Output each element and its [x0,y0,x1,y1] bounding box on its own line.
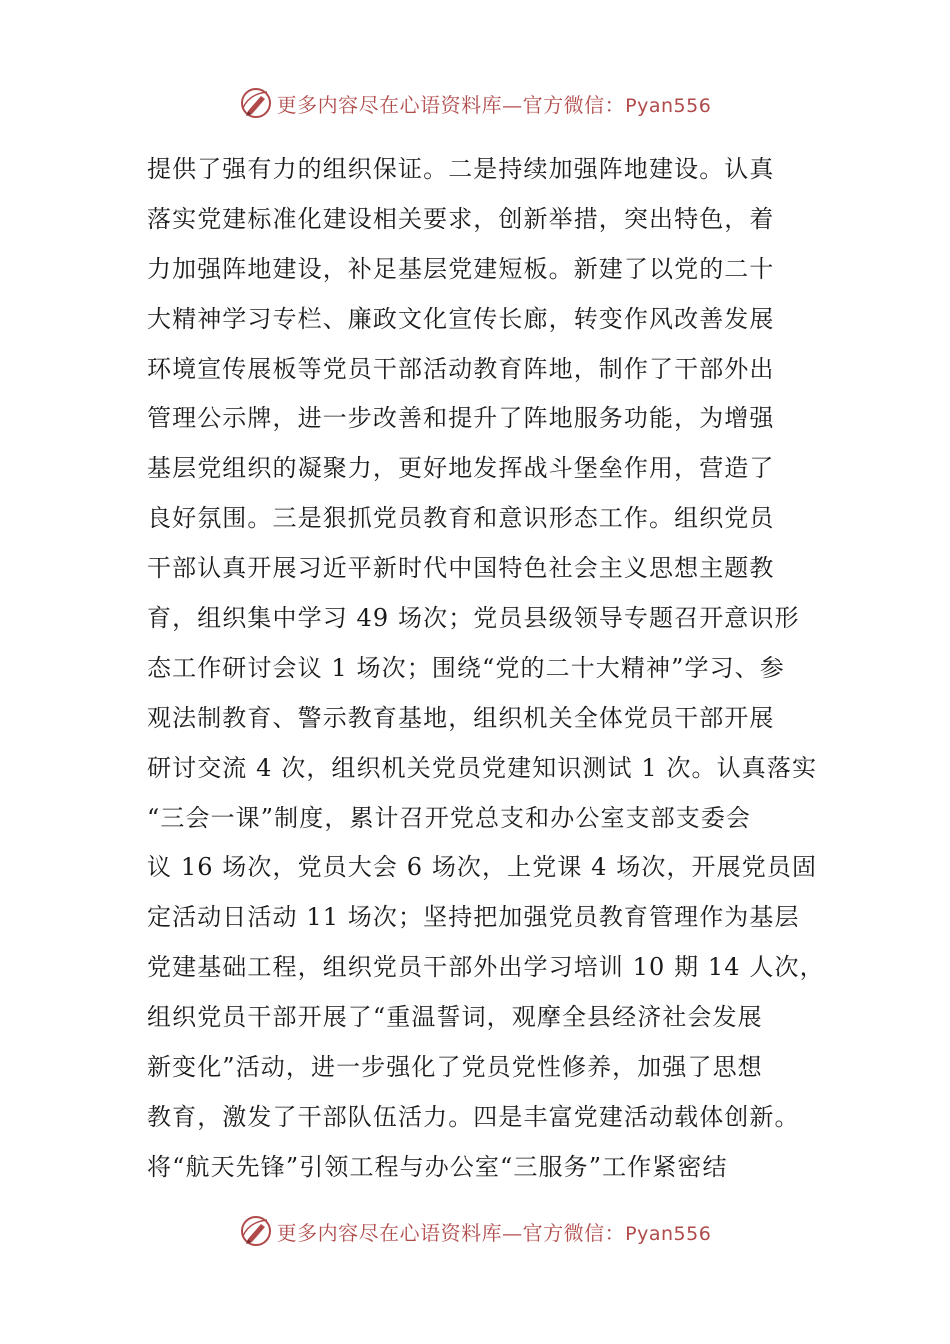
footer-text [277,1217,712,1246]
text-line: “三会一课”制度，累计召开党总支和办公室支部支委会 [147,803,752,832]
text-line: 定活动日活动 11 场次；坚持把加强党员教育管理作为基层 [147,903,800,932]
header-message: 更多内容尽在心语资料库—官方微信： [276,92,626,117]
text-line: 观法制教育、警示教育基地，组织机关全体党员干部开展 [147,703,775,732]
header-wechat-id: Pyan556 [625,94,712,117]
text-line: 干部认真开展习近平新时代中国特色社会主义思想主题教 [147,554,775,583]
text-line: 落实党建标准化建设相关要求，创新举措，突出特色，着 [147,204,775,233]
text-line: 提供了强有力的组织保证。二是持续加强阵地建设。认真 [147,155,775,183]
text-line: 新变化”活动，进一步强化了党员党性修养，加强了思想 [147,1053,763,1082]
text-line: 将“航天先锋”引领工程与办公室“三服务”工作紧密结 [147,1152,728,1181]
text-line: 大精神学习专栏、廉政文化宣传长廊，转变作风改善发展 [147,304,775,333]
footer-wechat-id: Pyan556 [625,1222,712,1245]
text-line: 管理公示牌，进一步改善和提升了阵地服务功能，为增强 [147,404,775,433]
text-line: 党建基础工程，组织党员干部外出学习培训 10 期 14 人次， [147,953,825,982]
text-line: 基层党组织的凝聚力，更好地发挥战斗堡垒作用，营造了 [147,454,775,483]
text-line: 环境宣传展板等党员干部活动教育阵地，制作了干部外出 [147,354,775,383]
document-body [147,145,825,1193]
text-line: 议 16 场次，党员大会 6 场次，上党课 4 场次，开展党员固 [147,853,818,882]
footer-message: 更多内容尽在心语资料库—官方微信： [276,1220,626,1245]
text-line: 育，组织集中学习 49 场次；党员县级领导专题召开意识形 [147,604,800,633]
pen-nib-logo-icon [239,1214,273,1248]
text-line: 研讨交流 4 次，组织机关党员党建知识测试 1 次。认真落实 [147,753,818,782]
text-line: 力加强阵地建设，补足基层党建短板。新建了以党的二十 [147,254,775,283]
header-text [277,89,712,118]
text-line: 教育，激发了干部队伍活力。四是丰富党建活动载体创新。 [147,1102,800,1131]
header-banner [0,78,950,128]
text-line: 良好氛围。三是狠抓党员教育和意识形态工作。组织党员 [147,504,775,533]
text-line: 组织党员干部开展了“重温誓词，观摩全县经济社会发展 [147,1003,763,1032]
text-line: 态工作研讨会议 1 场次；围绕“党的二十大精神”学习、参 [147,653,785,682]
footer-banner [0,1206,950,1256]
pen-nib-logo-icon [239,86,273,120]
